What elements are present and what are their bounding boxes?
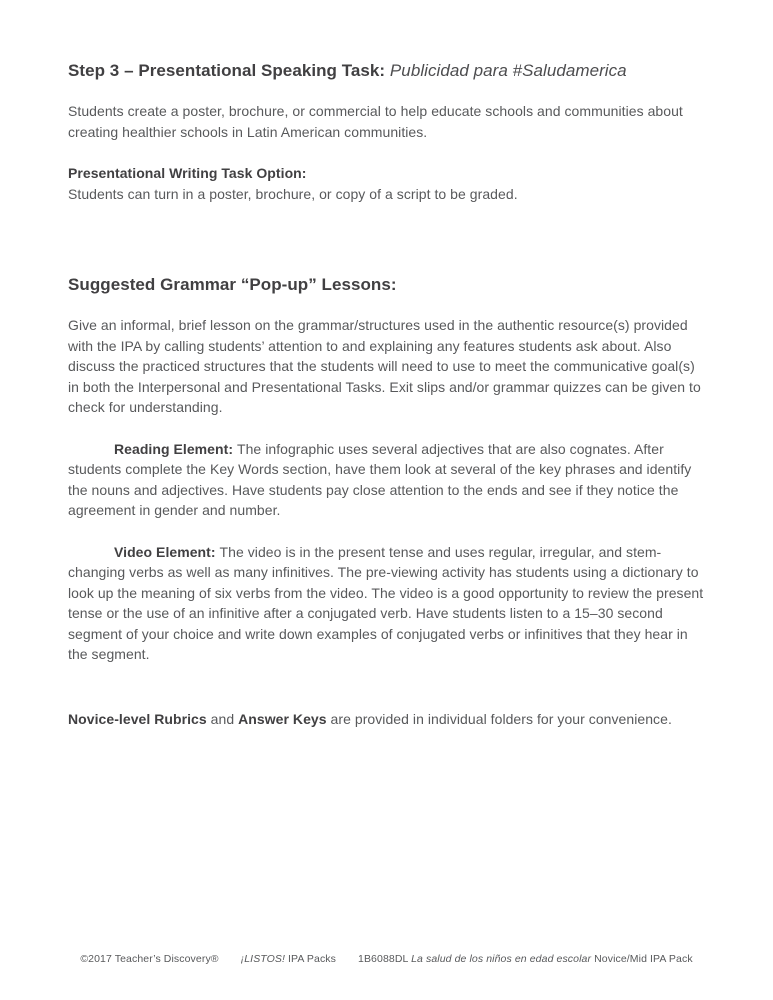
video-element-paragraph [68, 542, 706, 665]
rubrics-bold-1: Novice-level Rubrics [68, 710, 207, 727]
footer-brand-rest: IPA Packs [285, 953, 337, 965]
grammar-intro: Give an informal, brief lesson on the grammar/structures used in the authentic resource(s) provided with the IPA by calling students’ attention to and explaining any features students ask about. Also discuss the practiced structures that the students will need to use to meet the communicative goal(s) in both the Interpersonal and Presentational Tasks. Exit slips and/or grammar quizzes can be given to check for understanding. [68, 317, 701, 415]
footer-copyright: ©2017 Teacher’s Discovery® [80, 953, 219, 965]
section-spacer [68, 225, 706, 274]
footer-pack-title [358, 953, 693, 965]
rubrics-bold-2: Answer Keys [238, 710, 327, 727]
footer-title-italic: La salud de los niños en edad escolar [411, 953, 592, 965]
reading-element-paragraph [68, 439, 706, 521]
step3-heading-italic: Publicidad para #Saludamerica [389, 61, 627, 80]
writing-option-heading: Presentational Writing Task Option: [68, 165, 307, 181]
page-content [68, 60, 706, 743]
step3-heading-bold: Step 3 – Presentational Speaking Task: [68, 61, 390, 80]
grammar-heading: Suggested Grammar “Pop-up” Lessons: [68, 275, 397, 294]
rubrics-rest: are provided in individual folders for your convenience. [326, 710, 672, 727]
step3-heading [68, 60, 706, 82]
video-element-body: The video is in the present tense and uses regular, irregular, and stem-changing verbs as well as many infinitives. The pre-viewing activity has students using a dictionary to look up the meaning of six verbs from the video. The video is a good opportunity to review the present tense or the use of an infinitive after a conjugated verb. Have students listen to a 15–30 second segment of your choice and write down examples of conjugated verbs or infinitives that they hear in the segment. [68, 543, 704, 662]
step3-body: Students create a poster, brochure, or commercial to help educate schools and communities about creating healthier schools in Latin American communities. [68, 103, 683, 140]
video-element-label: Video Element: [114, 543, 220, 560]
writing-option-body: Students can turn in a poster, brochure, or copy of a script to be graded. [68, 185, 518, 202]
rubrics-line [68, 709, 706, 730]
footer-brand-italic: ¡LISTOS! [240, 953, 286, 965]
footer-brand [241, 953, 336, 965]
footer-code: 1B6088DL [358, 953, 412, 965]
rubrics-mid: and [206, 710, 239, 727]
reading-element-body: The infographic uses several adjectives that are also cognates. After students complete the Key Words section, have them look at several of the key phrases and identify the nouns and adjectives. Have students pay close attention to the ends and see if they notice the agreement in gender and number. [68, 440, 692, 518]
footer-title-rest: Novice/Mid IPA Pack [591, 953, 693, 965]
reading-element-label: Reading Element: [114, 440, 237, 457]
page-footer [0, 953, 773, 965]
